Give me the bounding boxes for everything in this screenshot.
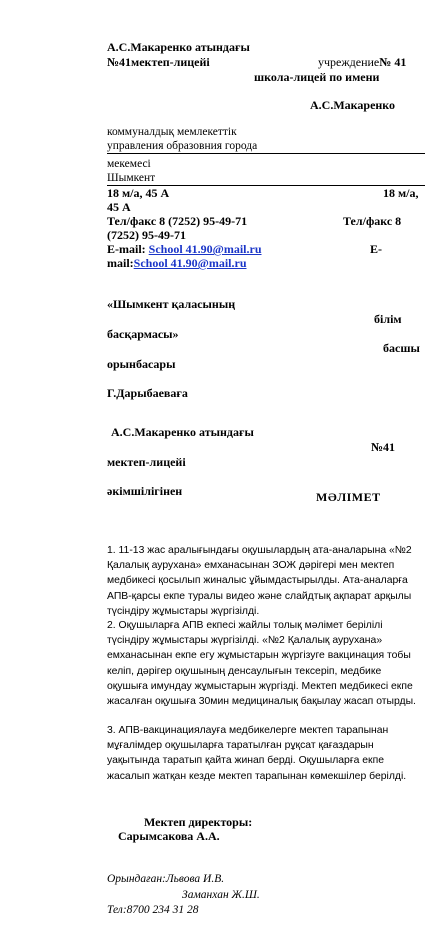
phone-right: Тел/факс 8 xyxy=(343,214,402,228)
email-right-label: E- xyxy=(370,242,382,256)
header-divider-1 xyxy=(107,153,425,154)
city-ru: Шымкент xyxy=(107,172,156,184)
institution-ru-word: учреждение xyxy=(318,55,380,69)
paragraph-2: 2. Оқушыларға АПВ екпесі жайлы толық мәлімет берілілі түсіндіру жұмыстары жүргізілді. «№2 Қалалық аурухана» емханасынан екпе егу жұмыстарын жүргізуге вакцинация тобы келіп, дәрігер оқушының денсаулығын тексеріп, медбике оқушыға имундау жұмыстарын жүргізді. Мектеп медбикесі екпе жасалған оқушыға 30мин медициналық бақылау жасап отырды. xyxy=(107,620,416,708)
institution-kz: мекемесі xyxy=(107,158,151,170)
director-name: Сарымсакова А.А. xyxy=(118,829,220,843)
communal-state-kz: коммуналдық мемлекеттік xyxy=(107,126,237,138)
recipient-line-2-right: басшы xyxy=(383,341,420,355)
executor-line-2: Заманхан Ж.Ш. xyxy=(182,889,260,901)
director-title: Мектеп директоры: xyxy=(144,815,253,829)
sender-line-2: мектеп-лицейі xyxy=(107,455,186,469)
email-line-2 xyxy=(107,256,247,270)
executor-phone: Тел:8700 234 31 28 xyxy=(107,904,199,916)
management-ru: управления образовния города xyxy=(107,140,258,152)
school-name-kz: А.С.Макаренко атындағы xyxy=(107,40,250,54)
recipient-line-2: басқармасы» xyxy=(107,327,179,341)
makarenko-ru: А.С.Макаренко xyxy=(310,98,396,112)
phone-cont: (7252) 95-49-71 xyxy=(107,228,186,242)
document-title: МӘЛІМЕТ xyxy=(316,490,381,504)
sender-line-1: А.С.Макаренко атындағы xyxy=(111,425,254,439)
email-label: E-mail: xyxy=(107,242,149,256)
address-left-cont: 45 А xyxy=(107,200,131,214)
email-line xyxy=(107,242,262,256)
email-link[interactable]: School 41.90@mail.ru xyxy=(148,242,262,256)
sender-line-3: әкімшілігінен xyxy=(107,484,183,498)
email-link-2[interactable]: School 41.90@mail.ru xyxy=(133,256,247,270)
recipient-position: орынбасары xyxy=(107,357,176,371)
school-number-kz: №41мектеп-лицейі xyxy=(107,55,210,69)
recipient-line-1-right: білім xyxy=(374,312,402,326)
sender-number: №41 xyxy=(371,440,396,454)
executor-line-1: Орындаған:Львова И.В. xyxy=(107,873,225,885)
paragraph-3: 3. АПВ-вакцинациялауға медбикелерге мектеп тарапынан мұғалімдер оқушыларға таратылған рұқсат қағаздарын уақытында таратып қайта жинап берді. Оқушыларға екпе жасалып жатқан кезде мектеп тарапынан көмекшілер берілді. xyxy=(107,725,407,782)
institution-ru-number: № 41 xyxy=(379,55,407,69)
phone-left: Тел/факс 8 (7252) 95-49-71 xyxy=(107,214,248,228)
address-left: 18 м/а, 45 А xyxy=(107,186,170,200)
paragraph-1: 1. 11-13 жас аралығындағы оқушылардың ата-аналарына «№2 Қалалық аурухана» емханасынан ЗОЖ дәрігері мен мектеп медбикесі қосылып жиналыс ұйымдастырылды. Ата-аналарға АПВ-қарсы екпе туралы видео және слайдтық ақпарат арқылы түсіндіру жұмыстары жүргізілді. xyxy=(107,545,412,617)
address-right: 18 м/а, xyxy=(383,186,419,200)
school-lyceum-ru: школа-лицей по имени xyxy=(254,70,380,84)
recipient-name: Г.Дарыбаеваға xyxy=(107,386,188,400)
recipient-line-1: «Шымкент қаласының xyxy=(107,297,236,311)
email-label-2: mail: xyxy=(107,256,134,270)
institution-ru xyxy=(318,55,406,69)
